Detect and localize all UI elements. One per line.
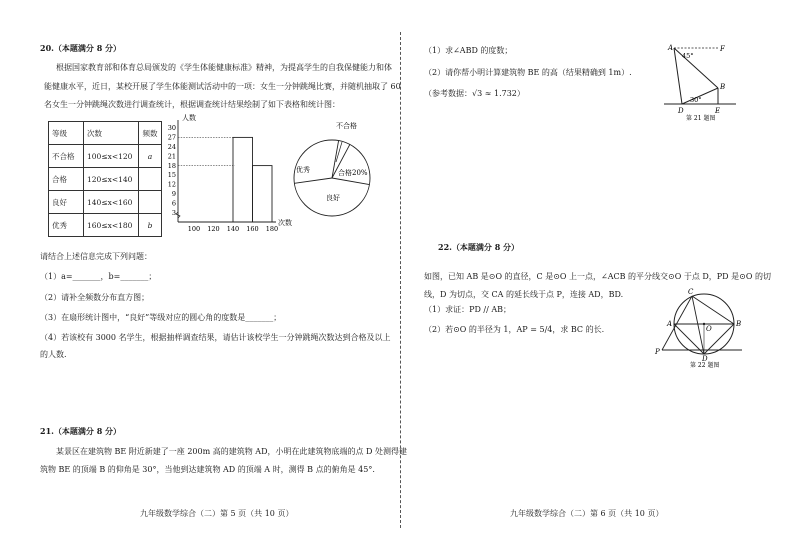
q22-question-1: （1）求证：PD // AB； [424,305,512,314]
q21-para-2: 筑物 BE 的顶端 B 的仰角是 30°，当他到达建筑物 AD 的顶端 A 时，测得 B 点的俯角是 45°. [40,465,375,474]
y-tick-label: 12 [167,180,176,189]
fig22-label-A: A [667,320,673,328]
q20-question-2: （2）请补全频数分布直方图； [40,293,150,302]
fig22-label-P: P [655,348,660,356]
y-tick-label: 27 [167,133,176,142]
q20-question-3: （3）在扇形统计图中，“良好”等级对应的圆心角的度数是_______； [40,313,282,322]
table-cell: 140≤x<160 [84,191,139,214]
fig21-label-F: F [720,45,725,53]
q20-para-2: 能健康水平，近日，某校开展了学生体能测试活动中的一项：女生一分钟跳绳比赛，并随机抽取了 60 [44,82,401,91]
fig22-label-D: D [702,355,708,363]
table-header: 等级 [49,122,84,145]
table-row [49,145,162,168]
fig22-label-O: O [706,325,712,333]
pie-slice-edge [294,178,332,183]
fig21-label-B: B [720,83,726,91]
y-tick-label: 9 [171,190,176,198]
x-tick-label: 140 [226,225,240,233]
page-footer-right: 九年级数学综合（二）第 6 页（共 10 页） [510,509,664,518]
table-cell: b [139,214,162,237]
table-cell: a [139,145,162,168]
y-tick-label: 21 [167,152,176,161]
q22-question-2: （2）若⊙O 的半径为 1，AP = 5/4，求 BC 的长. [424,325,605,334]
fig22-caption: 第 22 题图 [690,362,720,368]
table-header: 次数 [84,122,139,145]
q21-question-2: （2）请你帮小明计算建筑物 BE 的高（结果精确到 1m）. [424,68,632,77]
fig21-caption: 第 21 题图 [686,115,716,122]
y-tick-label: 3 [171,208,176,217]
pie-slice-label: 不合格 [336,122,357,130]
frequency-table [48,121,162,237]
table-row [49,168,162,191]
x-tick-label: 120 [207,225,220,233]
y-tick-label: 15 [167,171,176,180]
table-header-row [49,122,162,145]
fig21-label-D: D [678,107,684,115]
page-divider [400,32,401,528]
fig21-label-E: E [715,107,721,115]
table-cell: 不合格 [49,145,84,168]
fig22-label-B: B [736,320,742,328]
q22-para-2: 线，D 为切点，交 CA 的延长线于点 P，连接 AD，BD. [424,290,624,299]
q20-para-1: 根据国家教育部和体育总局颁发的《学生体能健康标准》精神，为提高学生的自我保健能力和体 [56,63,392,72]
pie-slice-label: 合格20% [338,169,368,177]
table-row [49,191,162,214]
q20-question-4-cont: 的人数. [40,350,67,359]
q21-reference: （参考数据：√3 ≈ 1.732） [424,89,525,98]
pie-slice-edge [332,178,369,185]
histogram-bar [233,137,253,222]
figure-21 [660,40,740,122]
table-cell: 100≤x<120 [84,145,139,168]
q20-title: 20.（本题满分 8 分） [40,43,122,53]
table-header: 频数 [139,122,162,145]
table-cell: 良好 [49,191,84,214]
fig22-label-C: C [688,288,694,296]
table-cell: 120≤x<140 [84,168,139,191]
q20-question-4: （4）若该校有 3000 名学生，根据抽样调查结果，请估计该校学生一分钟跳绳次数达到合格及以上 [40,333,391,342]
table-cell [139,191,162,214]
pie-slice-label: 良好 [326,194,340,202]
fig21-angle-30: 30° [690,96,702,104]
histogram-bar [253,166,273,222]
pie-slice-label: 优秀 [296,166,310,174]
fig21-label-A: A [668,44,674,52]
table-cell [139,168,162,191]
fig21-angle-45: 45° [682,52,694,60]
histogram-chart [166,114,300,236]
q20-instruction: 请结合上述信息完成下列问题： [40,252,152,261]
q21-question-1: （1）求∠ABD 的度数； [424,46,513,55]
pie-chart [284,120,380,224]
x-axis-label: 次数 [278,219,292,227]
q21-title: 21.（本题满分 8 分） [40,426,122,436]
q22-para-1: 如图，已知 AB 是⊙O 的直径，C 是⊙O 上一点，∠ACB 的平分线交⊙O 于点 D，PD 是⊙O 的切 [424,272,771,281]
q20-para-3: 名女生一分钟跳绳次数进行调查统计，根据调查统计结果绘制了如下表格和统计图： [44,100,340,109]
x-tick-label: 180 [265,225,279,233]
figure-22 [654,284,750,368]
page-footer-left: 九年级数学综合（二）第 5 页（共 10 页） [140,509,294,518]
table-cell: 合格 [49,168,84,191]
table-cell: 160≤x<180 [84,214,139,237]
y-tick-label: 24 [167,143,176,151]
y-tick-label: 18 [167,161,176,170]
y-tick-label: 30 [167,124,176,133]
y-tick-label: 6 [171,199,176,208]
x-tick-label: 100 [187,225,201,233]
y-axis-label: 人数 [182,114,196,122]
x-tick-label: 160 [246,225,259,233]
q22-title: 22.（本题满分 8 分） [438,242,520,252]
q21-para-1: 某景区在建筑物 BE 附近新建了一座 200m 高的建筑物 AD，小明在此建筑物底端的点 D 处测得建 [56,447,407,456]
table-cell: 优秀 [49,214,84,237]
table-row [49,214,162,237]
q20-question-1: （1）a=_______，b=_______； [40,272,157,281]
